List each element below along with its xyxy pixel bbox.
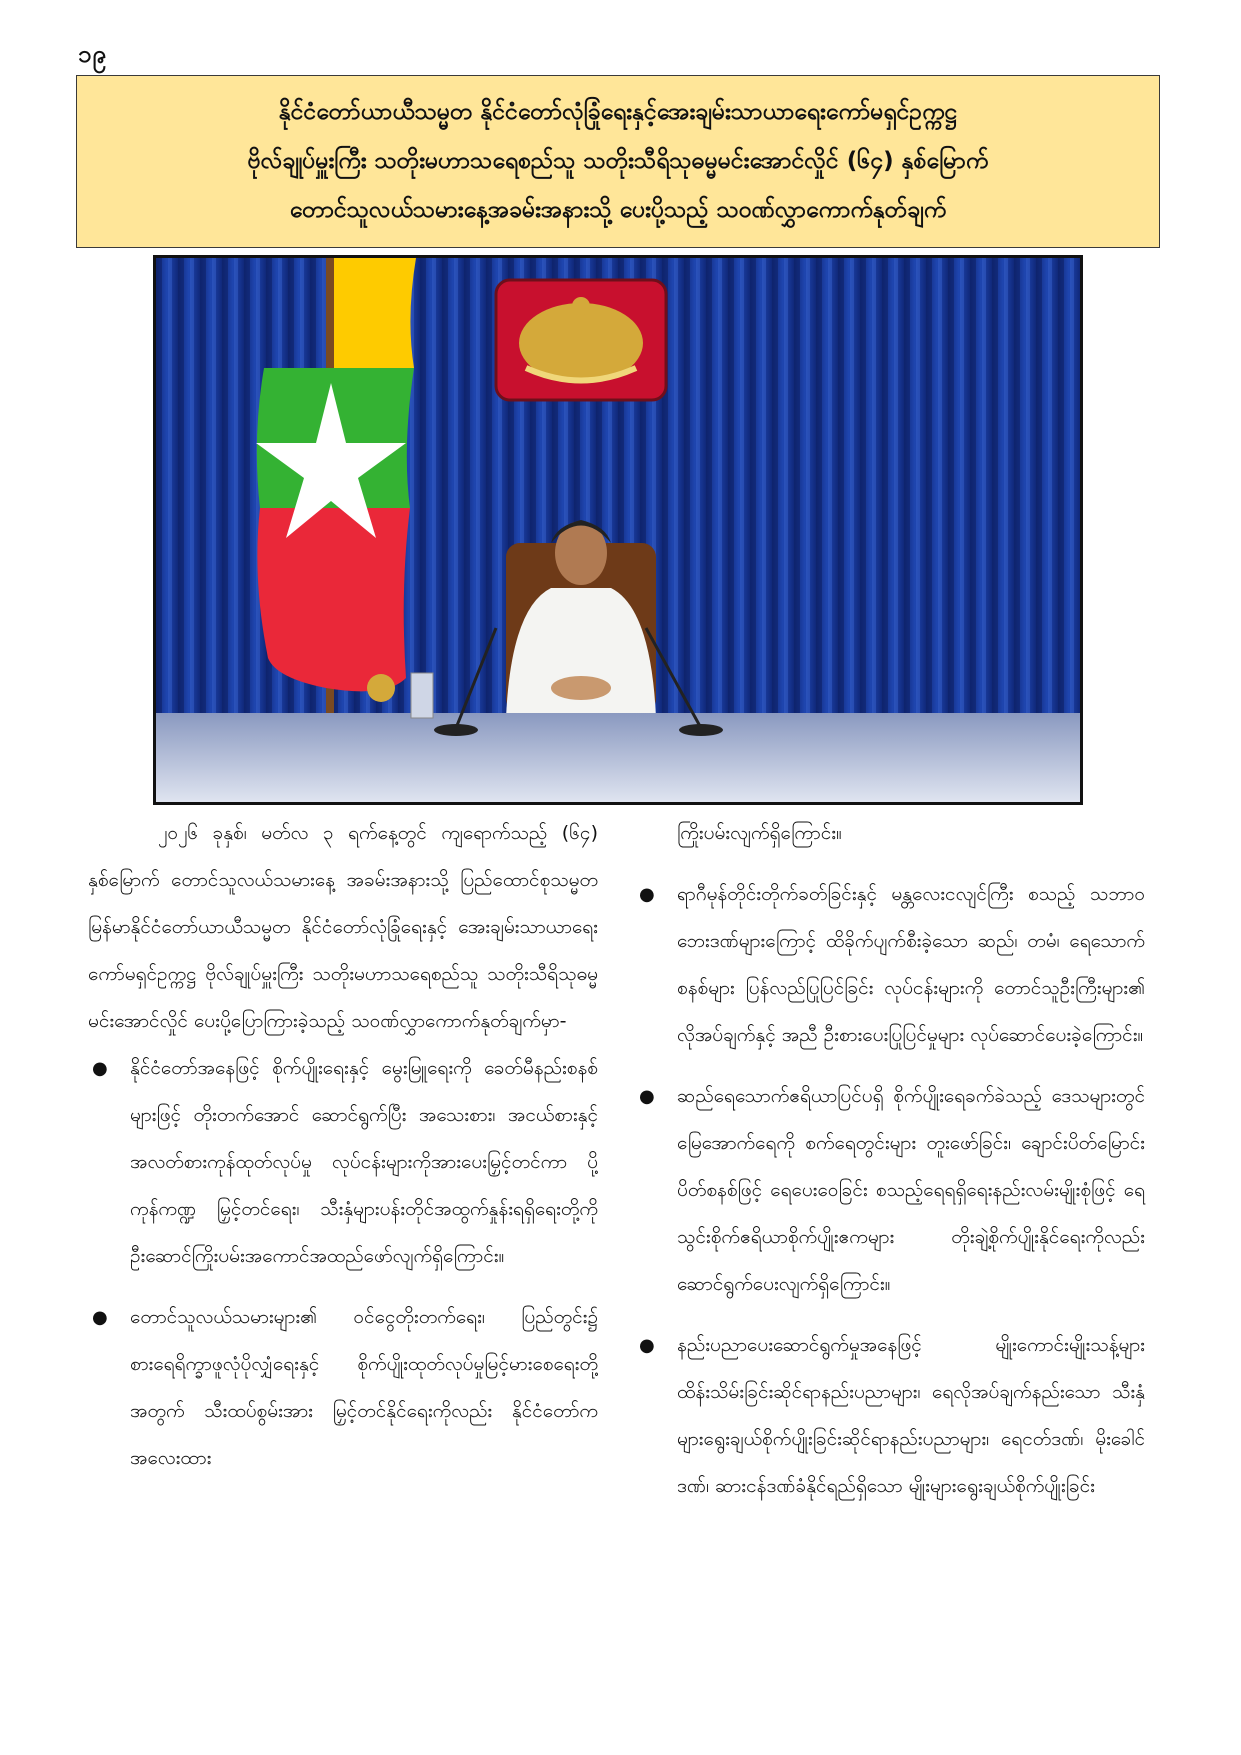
page-number: ၁၉ xyxy=(78,40,107,68)
intro-paragraph: ၂၀၂၆ ခုနှစ်၊ မတ်လ ၃ ရက်နေ့တွင် ကျရောက်သည့် (၆၄) နှစ်မြောက် တောင်သူလယ်သမားနေ့ အခမ်းအနားသို့ ပြည်ထောင်စုသမ္မတမြန်မာနိုင်ငံတော်ယာယီသမ္မတ နိုင်ငံတော်လုံခြုံရေးနှင့် အေးချမ်းသာယာရေးကော်မရှင်ဥက္ကဋ္ဌ ဗိုလ်ချုပ်မှူးကြီး သတိုးမဟာသရေစည်သူ သတိုးသီရိသုဓမ္မ မင်းအောင်လှိုင် ပေးပို့ပြောကြားခဲ့သည့် သဝဏ်လွှာကောက်နုတ်ချက်မှာ- xyxy=(88,822,598,1032)
title-line-2: ဗိုလ်ချုပ်မှူးကြီး သတိုးမဟာသရေစည်သူ သတိုးသီရိသုဓမ္မမင်းအောင်လှိုင် (၆၄) နှစ်မြောက် xyxy=(247,148,989,174)
emblem-icon xyxy=(496,280,666,400)
news-photo xyxy=(153,255,1083,805)
bullet-dot: ● xyxy=(92,1058,108,1079)
continuation-text: ကြိုးပမ်းလျက်ရှိကြောင်း။ xyxy=(677,822,842,844)
title-box xyxy=(76,75,1160,248)
list-item xyxy=(635,871,1145,1059)
photo-scene xyxy=(156,258,1080,802)
bullet-dot: ● xyxy=(639,1335,655,1356)
left-column xyxy=(88,810,598,1496)
bullet-text: ဆည်ရေသောက်ဧရိယာပြင်ပရှိ စိုက်ပျိုးရေခက်ခဲသည့် ဒေသများတွင် မြေအောက်ရေကို စက်ရေတွင်းများ တူးဖော်ခြင်း၊ ချောင်းပိတ်မြောင်းပိတ်စနစ်ဖြင့် ရေပေးဝေခြင်း စသည့်ရေရရှိရေးနည်းလမ်းမျိုးစုံဖြင့် ရေသွင်းစိုက်ဧရိယာစိုက်ပျိုးဧကများ တိုးချဲ့စိုက်ပျိုးနိုင်ရေးကိုလည်း ဆောင်ရွက်ပေးလျက်ရှိကြောင်း။ xyxy=(677,1085,1145,1295)
bullet-text: တောင်သူလယ်သမားများ၏ ဝင်ငွေတိုးတက်ရေး၊ ပြည်တွင်း၌ စားရေရိက္ခာဖူလုံပိုလျှံရေးနှင့် စိုက်ပျိုးထုတ်လုပ်မှုမြင့်မားစေရေးတို့အတွက် သီးထပ်စွမ်းအား မြှင့်တင်နိုင်ရေးကိုလည်း နိုင်ငံတော်က အလေးထား xyxy=(130,1306,598,1469)
list-item xyxy=(635,1322,1145,1510)
bullet-dot: ● xyxy=(92,1307,108,1328)
bullet-text: ရာဂီမုန်တိုင်းတိုက်ခတ်ခြင်းနှင့် မန္တလေးငလျင်ကြီး စသည့် သဘာဝဘေးဒဏ်များကြောင့် ထိခိုက်ပျက်စီးခဲ့သော ဆည်၊ တမံ၊ ရေသောက်စနစ်များ ပြန်လည်ပြုပြင်ခြင်း လုပ်ငန်းများကို တောင်သူဦးကြီးများ၏ လိုအပ်ချက်နှင့် အညီ ဦးစားပေးပြုပြင်မှုများ လုပ်ဆောင်ပေးခဲ့ကြောင်း။ xyxy=(677,883,1145,1046)
bullet-text: နိုင်ငံတော်အနေဖြင့် စိုက်ပျိုးရေးနှင့် မွေးမြူရေးကို ခေတ်မီနည်းစနစ်များဖြင့် တိုးတက်အောင် ဆောင်ရွက်ပြီး အသေးစား၊ အငယ်စားနှင့်အလတ်စားကုန်ထုတ်လုပ်မှု လုပ်ငန်းများကိုအားပေးမြှင့်တင်ကာ ပို့ကုန်ကဏ္ဍ မြှင့်တင်ရေး၊ သီးနှံများပန်းတိုင်အထွက်နှုန်းရရှိရေးတို့ကို ဦးဆောင်ကြိုးပမ်းအကောင်အထည်ဖော်လျက်ရှိကြောင်း။ xyxy=(130,1057,598,1267)
bullet-dot: ● xyxy=(639,1086,655,1107)
desk xyxy=(156,713,1080,802)
list-item xyxy=(88,1294,598,1482)
title-line-3: တောင်သူလယ်သမားနေ့အခမ်းအနားသို့ ပေးပို့သည့် သဝဏ်လွှာကောက်နုတ်ချက် xyxy=(289,197,947,223)
list-item xyxy=(635,1073,1145,1308)
title-line-1: နိုင်ငံတော်ယာယီသမ္မတ နိုင်ငံတော်လုံခြုံရေးနှင့်အေးချမ်းသာယာရေးကော်မရှင်ဥက္ကဋ္ဌ xyxy=(278,99,958,125)
bullet-text: နည်းပညာပေးဆောင်ရွက်မှုအနေဖြင့် မျိုးကောင်းမျိုးသန့်များ ထိန်းသိမ်းခြင်းဆိုင်ရာနည်းပညာများ၊ ရေလိုအပ်ချက်နည်းသော သီးနှံများရွေးချယ်စိုက်ပျိုးခြင်းဆိုင်ရာနည်းပညာများ၊ ရေငတ်ဒဏ်၊ မိုးခေါင်ဒဏ်၊ ဆားငန်ဒဏ်ခံနိုင်ရည်ရှိသော မျိုးများရွေးချယ်စိုက်ပျိုးခြင်း xyxy=(677,1334,1145,1497)
list-item xyxy=(88,1045,598,1280)
right-column xyxy=(635,810,1145,1524)
bullet-dot: ● xyxy=(639,884,655,905)
